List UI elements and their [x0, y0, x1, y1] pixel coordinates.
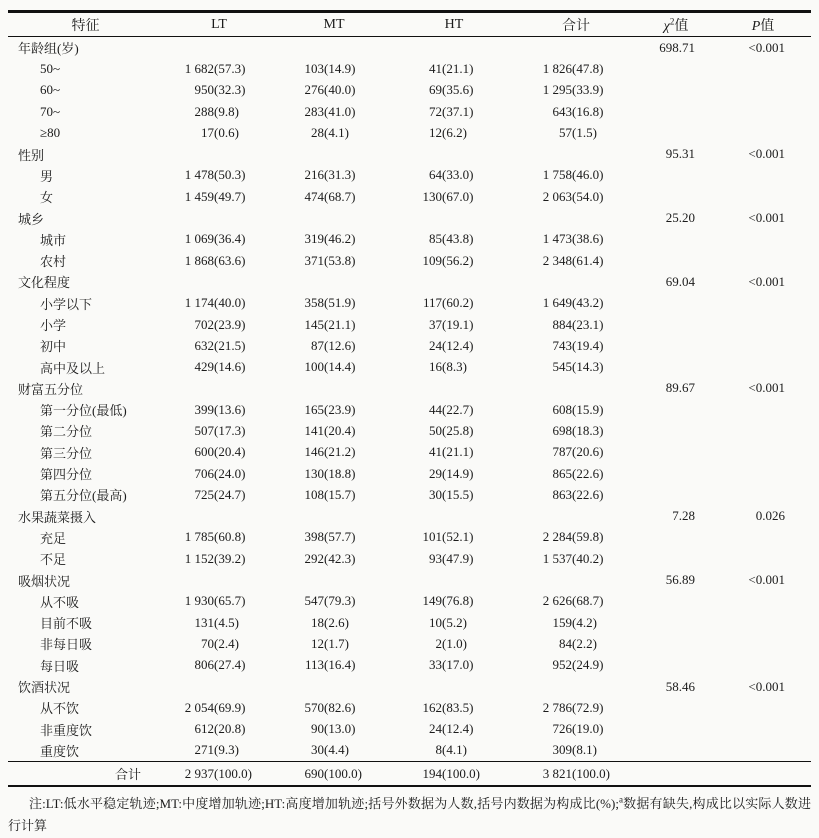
cell-mt	[275, 569, 393, 590]
table-row	[8, 293, 811, 314]
cell-p-value	[715, 399, 811, 420]
row-label: 女	[40, 190, 54, 206]
cell-mt	[275, 506, 393, 527]
cell-ht: 194 (100.0)	[393, 762, 515, 787]
table-row	[8, 442, 811, 463]
footnote-text-continued: 数据有缺失,构成比以实际人数进行计算	[8, 796, 811, 834]
cell-lt: 600 (20.4)	[194, 444, 246, 460]
cell-p-value	[715, 484, 811, 505]
cell-ht: 69 (35.6)	[429, 82, 474, 98]
cell-chi2-value	[637, 719, 715, 740]
cell-ht: 10 (5.2)	[429, 614, 467, 630]
header-row	[8, 12, 811, 37]
cell-p-value	[715, 335, 811, 356]
cell-chi2-value	[637, 442, 715, 463]
cell-ht: 30 (15.5)	[429, 486, 474, 502]
cell-total: 2 063 (54.0)	[542, 188, 604, 204]
row-label: 60~	[40, 82, 61, 98]
cell-chi2-value: 69.04	[665, 273, 695, 289]
cell-total: 2 348 (61.4)	[542, 252, 604, 268]
cell-ht	[393, 271, 515, 292]
cell-ht: 29 (14.9)	[429, 465, 474, 481]
cell-p-value	[715, 719, 811, 740]
cell-p-value: <0.001	[748, 678, 785, 694]
cell-mt: 141 (20.4)	[304, 422, 356, 438]
cell-total: 698 (18.3)	[552, 422, 604, 438]
cell-mt: 12 (1.7)	[311, 635, 349, 651]
table-row	[8, 399, 811, 420]
cell-p-value	[715, 463, 811, 484]
cell-p-value	[715, 740, 811, 762]
cell-lt: 1 785 (60.8)	[184, 529, 246, 545]
column-header-chi2: $\chi^2$值	[637, 12, 715, 37]
cell-chi2-value	[637, 548, 715, 569]
row-label: 70~	[40, 103, 61, 119]
cell-mt: 690 (100.0)	[275, 762, 393, 787]
row-label: 目前不吸	[40, 616, 93, 632]
cell-ht	[393, 143, 515, 164]
cell-chi2-value	[637, 250, 715, 271]
cell-ht: 24 (12.4)	[429, 337, 474, 353]
cell-p-value	[715, 122, 811, 143]
cell-total: 1 826 (47.8)	[542, 60, 604, 76]
cell-mt	[275, 207, 393, 228]
cell-ht	[393, 506, 515, 527]
cell-ht: 24 (12.4)	[429, 721, 474, 737]
cell-p-value	[715, 229, 811, 250]
row-label: 饮酒状况	[18, 680, 71, 696]
cell-total: 2 284 (59.8)	[542, 529, 604, 545]
cell-ht: 41 (21.1)	[429, 60, 474, 76]
cell-p-value: <0.001	[748, 39, 785, 55]
cell-total: 545 (14.3)	[552, 359, 604, 375]
table-row	[8, 335, 811, 356]
cell-total: 743 (19.4)	[552, 337, 604, 353]
cell-mt	[275, 676, 393, 697]
cell-lt: 70 (2.4)	[201, 635, 239, 651]
cell-lt: 950 (32.3)	[194, 82, 246, 98]
cell-p-value	[715, 697, 811, 718]
cell-chi2-value	[637, 58, 715, 79]
cell-mt: 474 (68.7)	[304, 188, 356, 204]
cell-total	[515, 271, 637, 292]
cell-ht	[393, 569, 515, 590]
cell-chi2-value	[637, 463, 715, 484]
table-row	[8, 591, 811, 612]
cell-total: 865 (22.6)	[552, 465, 604, 481]
table-row	[8, 143, 811, 164]
cell-lt: 706 (24.0)	[194, 465, 246, 481]
cell-p-value	[715, 762, 811, 787]
cell-mt: 100 (14.4)	[304, 359, 356, 375]
table-row	[8, 697, 811, 718]
cell-mt	[275, 37, 393, 59]
cell-lt	[163, 676, 275, 697]
cell-mt: 87 (12.6)	[311, 337, 356, 353]
table-row	[8, 250, 811, 271]
cell-ht: 109 (56.2)	[422, 252, 474, 268]
cell-p-value	[715, 101, 811, 122]
cell-mt: 292 (42.3)	[304, 550, 356, 566]
cell-ht: 130 (67.0)	[422, 188, 474, 204]
table-row	[8, 676, 811, 697]
cell-lt	[163, 37, 275, 59]
cell-lt	[163, 378, 275, 399]
cell-ht: 117 (60.2)	[422, 295, 474, 311]
table-row	[8, 719, 811, 740]
cell-lt: 702 (23.9)	[194, 316, 246, 332]
cell-p-value	[715, 186, 811, 207]
row-label: 第五分位(最高)	[40, 488, 127, 504]
cell-total	[515, 37, 637, 59]
cell-ht: 149 (76.8)	[422, 593, 474, 609]
cell-lt	[163, 271, 275, 292]
row-label: 合计	[8, 762, 163, 787]
cell-total: 57 (1.5)	[559, 124, 597, 140]
table-row	[8, 633, 811, 654]
row-label: 重度饮	[40, 743, 80, 759]
cell-total: 1 473 (38.6)	[542, 231, 604, 247]
cell-chi2-value	[637, 101, 715, 122]
cell-ht: 33 (17.0)	[429, 657, 474, 673]
cell-lt: 725 (24.7)	[194, 486, 246, 502]
row-label: 从不饮	[40, 701, 80, 717]
cell-chi2-value	[637, 165, 715, 186]
cell-total	[515, 506, 637, 527]
row-label: 第一分位(最低)	[40, 403, 127, 419]
cell-p-value: <0.001	[748, 380, 785, 396]
cell-mt: 18 (2.6)	[311, 614, 349, 630]
cell-lt: 507 (17.3)	[194, 422, 246, 438]
cell-total: 309 (8.1)	[552, 742, 597, 758]
cell-mt: 319 (46.2)	[304, 231, 356, 247]
cell-lt: 17 (0.6)	[201, 124, 239, 140]
cell-ht: 8 (4.1)	[435, 742, 467, 758]
column-header-p: P值	[715, 12, 811, 37]
cell-chi2-value: 56.89	[665, 572, 695, 588]
cell-ht: 93 (47.9)	[429, 550, 474, 566]
cell-p-value	[715, 527, 811, 548]
cell-p-value: 0.026	[755, 508, 785, 524]
cell-ht: 162 (83.5)	[422, 699, 474, 715]
cell-chi2-value	[637, 186, 715, 207]
cell-p-value	[715, 293, 811, 314]
row-label: 年龄组(岁)	[18, 41, 79, 57]
cell-ht: 101 (52.1)	[422, 529, 474, 545]
cell-total: 2 626 (68.7)	[542, 593, 604, 609]
cell-total	[515, 378, 637, 399]
cell-total: 84 (2.2)	[559, 635, 597, 651]
cell-lt	[163, 506, 275, 527]
row-label: 财富五分位	[18, 381, 84, 397]
row-label: 小学	[40, 318, 67, 333]
column-header-total: 合计	[515, 12, 637, 37]
cell-mt: 108 (15.7)	[304, 486, 356, 502]
cell-p-value	[715, 250, 811, 271]
row-label: 水果蔬菜摄入	[18, 509, 97, 525]
cell-p-value: <0.001	[748, 273, 785, 289]
cell-chi2-value	[637, 229, 715, 250]
cell-chi2-value	[637, 293, 715, 314]
cell-mt: 570 (82.6)	[304, 699, 356, 715]
cell-total: 2 786 (72.9)	[542, 699, 604, 715]
cell-total: 726 (19.0)	[552, 721, 604, 737]
row-label: 非重度饮	[40, 722, 93, 738]
cell-chi2-value	[637, 399, 715, 420]
row-label: 性别	[18, 147, 45, 163]
cell-mt: 103 (14.9)	[304, 60, 356, 76]
column-header-lt: LT	[163, 12, 275, 37]
cell-p-value	[715, 80, 811, 101]
cell-lt: 1 930 (65.7)	[184, 593, 246, 609]
table-row	[8, 314, 811, 335]
table-row	[8, 740, 811, 762]
table-row	[8, 80, 811, 101]
statistics-table	[8, 10, 811, 787]
row-label: 不足	[40, 552, 67, 568]
cell-mt: 398 (57.7)	[304, 529, 356, 545]
cell-total	[515, 143, 637, 164]
row-label: 第三分位	[40, 445, 93, 461]
cell-ht: 37 (19.1)	[429, 316, 474, 332]
row-label: 男	[40, 168, 54, 184]
table-footnote	[8, 793, 811, 837]
cell-ht: 44 (22.7)	[429, 401, 474, 417]
cell-lt: 1 174 (40.0)	[184, 295, 246, 311]
table-row	[8, 186, 811, 207]
cell-total: 643 (16.8)	[552, 103, 604, 119]
cell-total: 608 (15.9)	[552, 401, 604, 417]
cell-ht: 50 (25.8)	[429, 422, 474, 438]
cell-p-value: <0.001	[748, 572, 785, 588]
cell-mt: 146 (21.2)	[304, 444, 356, 460]
cell-chi2-value: 25.20	[665, 210, 695, 226]
cell-p-value	[715, 612, 811, 633]
cell-chi2-value	[637, 484, 715, 505]
table-row	[8, 378, 811, 399]
cell-chi2-value	[637, 655, 715, 676]
table-row	[8, 101, 811, 122]
cell-lt: 271 (9.3)	[194, 742, 239, 758]
cell-mt: 113 (16.4)	[304, 657, 356, 673]
cell-ht	[393, 676, 515, 697]
cell-p-value	[715, 633, 811, 654]
cell-chi2-value	[637, 527, 715, 548]
cell-mt	[275, 271, 393, 292]
cell-mt: 30 (4.4)	[311, 742, 349, 758]
row-label: ≥80	[40, 124, 61, 140]
row-label: 城乡	[18, 211, 45, 227]
row-label: 第四分位	[40, 467, 93, 483]
cell-chi2-value	[637, 420, 715, 441]
cell-p-value	[715, 548, 811, 569]
cell-total: 884 (23.1)	[552, 316, 604, 332]
cell-mt: 358 (51.9)	[304, 295, 356, 311]
table-row	[8, 484, 811, 505]
cell-lt: 131 (4.5)	[194, 614, 239, 630]
table-row	[8, 229, 811, 250]
cell-chi2-value	[637, 762, 715, 787]
cell-mt: 145 (21.1)	[304, 316, 356, 332]
row-label: 充足	[40, 530, 67, 546]
cell-total: 1 537 (40.2)	[542, 550, 604, 566]
column-header-characteristic: 特征	[8, 12, 163, 37]
cell-ht: 41 (21.1)	[429, 444, 474, 460]
cell-lt: 399 (13.6)	[194, 401, 246, 417]
cell-total: 863 (22.6)	[552, 486, 604, 502]
table-row	[8, 420, 811, 441]
row-label: 小学以下	[40, 296, 93, 312]
cell-ht: 64 (33.0)	[429, 167, 474, 183]
table-row	[8, 612, 811, 633]
cell-total	[515, 676, 637, 697]
cell-p-value	[715, 655, 811, 676]
cell-chi2-value	[637, 612, 715, 633]
footnote-text: 注:LT:低水平稳定轨迹;MT:中度增加轨迹;HT:高度增加轨迹;括号外数据为人数,括号内数据为构成比(%);	[29, 796, 619, 812]
cell-chi2-value: 89.67	[665, 380, 695, 396]
cell-p-value: <0.001	[748, 146, 785, 162]
cell-mt: 28 (4.1)	[311, 124, 349, 140]
cell-ht: 85 (43.8)	[429, 231, 474, 247]
table-row	[8, 356, 811, 377]
cell-chi2-value: 95.31	[665, 146, 695, 162]
cell-ht	[393, 378, 515, 399]
cell-p-value: <0.001	[748, 210, 785, 226]
table-row	[8, 165, 811, 186]
cell-lt: 1 152 (39.2)	[184, 550, 246, 566]
row-label: 从不吸	[40, 594, 80, 610]
cell-lt: 288 (9.8)	[194, 103, 239, 119]
cell-total: 952 (24.9)	[552, 657, 604, 673]
cell-mt: 283 (41.0)	[304, 103, 356, 119]
cell-chi2-value	[637, 122, 715, 143]
cell-lt: 1 459 (49.7)	[184, 188, 246, 204]
cell-mt: 216 (31.3)	[304, 167, 356, 183]
cell-chi2-value	[637, 740, 715, 762]
table-row	[8, 569, 811, 590]
cell-mt: 130 (18.8)	[304, 465, 356, 481]
cell-ht: 2 (1.0)	[435, 635, 467, 651]
cell-chi2-value	[637, 335, 715, 356]
cell-lt: 1 868 (63.6)	[184, 252, 246, 268]
row-label: 城市	[40, 232, 67, 248]
cell-chi2-value	[637, 80, 715, 101]
cell-chi2-value: 58.46	[665, 678, 695, 694]
cell-lt: 1 682 (57.3)	[184, 60, 246, 76]
cell-mt: 371 (53.8)	[304, 252, 356, 268]
row-label: 第二分位	[40, 424, 93, 440]
cell-lt: 1 478 (50.3)	[184, 167, 246, 183]
cell-total: 1 758 (46.0)	[542, 167, 604, 183]
cell-lt: 1 069 (36.4)	[184, 231, 246, 247]
cell-lt	[163, 207, 275, 228]
cell-chi2-value: 698.71	[659, 39, 695, 55]
cell-p-value	[715, 420, 811, 441]
cell-p-value	[715, 314, 811, 335]
column-header-mt: MT	[275, 12, 393, 37]
cell-total: 3 821 (100.0)	[515, 762, 637, 787]
row-label: 初中	[40, 339, 67, 355]
row-label: 文化程度	[18, 275, 71, 291]
cell-lt: 429 (14.6)	[194, 359, 246, 375]
cell-total: 1 295 (33.9)	[542, 82, 604, 98]
cell-ht	[393, 207, 515, 228]
column-header-ht: HT	[393, 12, 515, 37]
cell-p-value	[715, 591, 811, 612]
footnote-superscript-a: a	[618, 794, 623, 805]
cell-mt: 547 (79.3)	[304, 593, 356, 609]
cell-p-value	[715, 356, 811, 377]
cell-ht: 16 (8.3)	[429, 359, 467, 375]
cell-mt: 276 (40.0)	[304, 82, 356, 98]
cell-chi2-value: 7.28	[672, 508, 695, 524]
cell-lt: 806 (27.4)	[194, 657, 246, 673]
cell-ht: 72 (37.1)	[429, 103, 474, 119]
cell-lt	[163, 569, 275, 590]
row-label: 每日吸	[40, 658, 80, 674]
row-label: 非每日吸	[40, 637, 93, 653]
cell-lt: 632 (21.5)	[194, 337, 246, 353]
table-row	[8, 463, 811, 484]
cell-total	[515, 569, 637, 590]
cell-mt: 90 (13.0)	[311, 721, 356, 737]
cell-ht: 12 (6.2)	[429, 124, 467, 140]
cell-ht	[393, 37, 515, 59]
cell-total	[515, 207, 637, 228]
table-row	[8, 527, 811, 548]
row-label: 吸烟状况	[18, 573, 71, 589]
cell-p-value	[715, 58, 811, 79]
cell-lt: 612 (20.8)	[194, 721, 246, 737]
row-label: 农村	[40, 254, 67, 270]
table-row	[8, 548, 811, 569]
cell-mt: 165 (23.9)	[304, 401, 356, 417]
cell-mt	[275, 378, 393, 399]
cell-p-value	[715, 442, 811, 463]
table-row	[8, 37, 811, 59]
cell-total: 787 (20.6)	[552, 444, 604, 460]
cell-lt	[163, 143, 275, 164]
table-row	[8, 762, 811, 787]
cell-chi2-value	[637, 314, 715, 335]
table-row	[8, 655, 811, 676]
row-label: 50~	[40, 60, 61, 76]
table-row	[8, 207, 811, 228]
cell-chi2-value	[637, 633, 715, 654]
table-row	[8, 58, 811, 79]
cell-total: 159 (4.2)	[552, 614, 597, 630]
cell-lt: 2 937 (100.0)	[163, 762, 275, 787]
cell-chi2-value	[637, 697, 715, 718]
table-row	[8, 271, 811, 292]
cell-lt: 2 054 (69.9)	[184, 699, 246, 715]
table-row	[8, 122, 811, 143]
cell-chi2-value	[637, 591, 715, 612]
cell-chi2-value	[637, 356, 715, 377]
cell-mt	[275, 143, 393, 164]
cell-total: 1 649 (43.2)	[542, 295, 604, 311]
cell-p-value	[715, 165, 811, 186]
table-row	[8, 506, 811, 527]
row-label: 高中及以上	[40, 360, 106, 376]
